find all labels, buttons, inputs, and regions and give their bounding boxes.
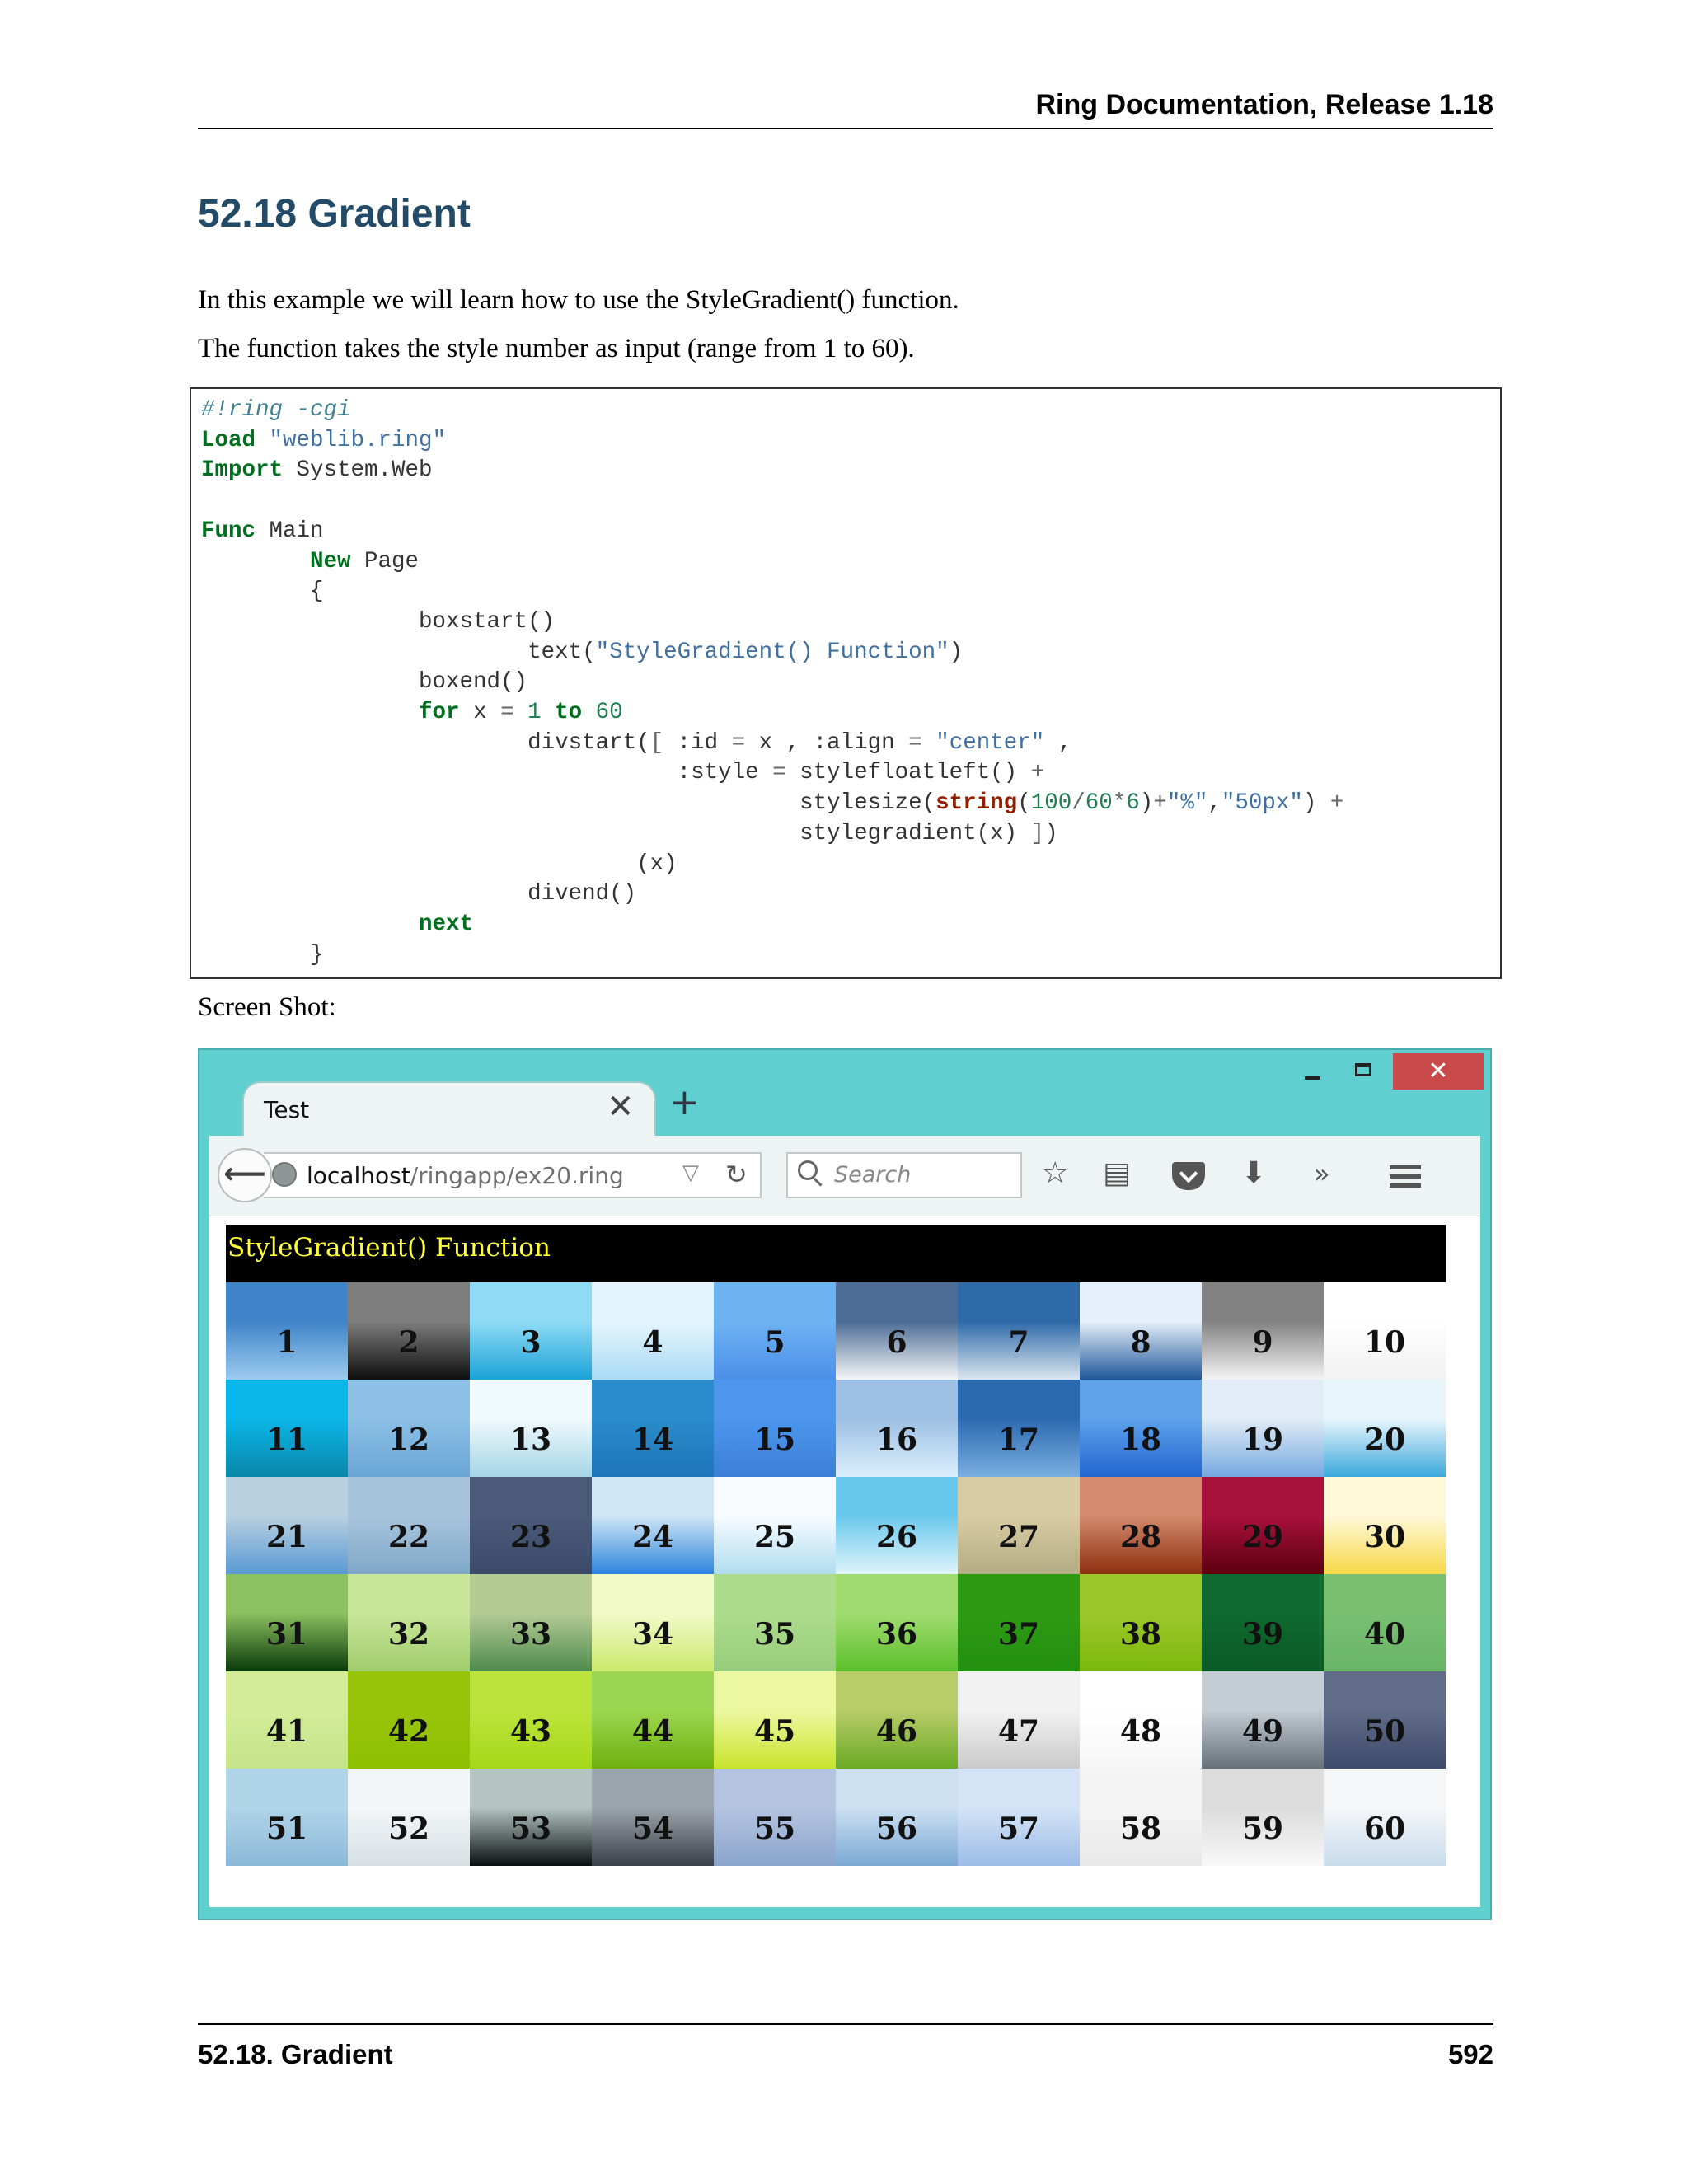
- code-block: [190, 387, 1502, 979]
- code-line: Import System.Web: [201, 457, 433, 484]
- code-line: boxend(): [201, 669, 528, 696]
- page-content: [209, 1216, 1480, 1907]
- browser-tab[interactable]: [242, 1081, 656, 1137]
- gradient-cell-45: 45: [714, 1671, 836, 1769]
- gradient-cell-21: 21: [226, 1477, 348, 1574]
- footer-section: 52.18. Gradient: [198, 2039, 393, 2069]
- screenshot-label: Screen Shot:: [198, 992, 336, 1022]
- reader-icon[interactable]: ▤: [1103, 1156, 1132, 1190]
- gradient-cell-5: 5: [714, 1282, 836, 1380]
- gradient-cell-53: 53: [470, 1769, 592, 1866]
- reload-icon[interactable]: ↻: [725, 1159, 748, 1190]
- gradient-cell-38: 38: [1080, 1574, 1202, 1671]
- back-button[interactable]: ⟵: [218, 1148, 272, 1202]
- gradient-cell-24: 24: [592, 1477, 714, 1574]
- gradient-cell-9: 9: [1202, 1282, 1324, 1380]
- gradient-cell-30: 30: [1324, 1477, 1446, 1574]
- gradient-cell-13: 13: [470, 1380, 592, 1477]
- code-line: for x = 1 to 60: [419, 700, 623, 726]
- gradient-cell-56: 56: [836, 1769, 958, 1866]
- menu-icon[interactable]: [1390, 1165, 1421, 1193]
- gradient-cell-46: 46: [836, 1671, 958, 1769]
- gradient-cell-37: 37: [958, 1574, 1080, 1671]
- gradient-cell-18: 18: [1080, 1380, 1202, 1477]
- url-bar[interactable]: [264, 1152, 762, 1198]
- gradient-cell-17: 17: [958, 1380, 1080, 1477]
- gradient-cell-51: 51: [226, 1769, 348, 1866]
- gradient-cell-25: 25: [714, 1477, 836, 1574]
- code-line: Func Main: [201, 518, 324, 544]
- gradient-cell-36: 36: [836, 1574, 958, 1671]
- navigation-toolbar: [209, 1136, 1480, 1216]
- browser-window: [198, 1048, 1492, 1920]
- code-line: divend(): [201, 881, 637, 907]
- dropdown-icon[interactable]: ▽: [682, 1160, 699, 1185]
- gradient-cell-4: 4: [592, 1282, 714, 1380]
- search-input[interactable]: [786, 1152, 1022, 1198]
- gradient-cell-12: 12: [348, 1380, 470, 1477]
- page-number: 592: [1447, 2039, 1493, 2069]
- gradient-cell-60: 60: [1324, 1769, 1446, 1866]
- gradient-cell-19: 19: [1202, 1380, 1324, 1477]
- code-line: :style = stylefloatleft() +: [201, 760, 1045, 786]
- gradient-cell-32: 32: [348, 1574, 470, 1671]
- gradient-cell-3: 3: [470, 1282, 592, 1380]
- tab-title: Test: [264, 1096, 310, 1123]
- gradient-cell-55: 55: [714, 1769, 836, 1866]
- code-line: New Page: [310, 548, 420, 574]
- search-placeholder: Search: [834, 1162, 912, 1188]
- gradient-cell-48: 48: [1080, 1671, 1202, 1769]
- gradient-cell-28: 28: [1080, 1477, 1202, 1574]
- gradient-grid: [226, 1282, 1446, 1866]
- gradient-cell-41: 41: [226, 1671, 348, 1769]
- gradient-cell-7: 7: [958, 1282, 1080, 1380]
- gradient-cell-2: 2: [348, 1282, 470, 1380]
- gradient-cell-29: 29: [1202, 1477, 1324, 1574]
- gradient-cell-10: 10: [1324, 1282, 1446, 1380]
- pocket-icon[interactable]: [1172, 1162, 1205, 1190]
- gradient-cell-6: 6: [836, 1282, 958, 1380]
- intro-paragraph-1: In this example we will learn how to use the StyleGradient() function.: [198, 285, 959, 315]
- globe-icon: [272, 1162, 297, 1187]
- tab-close-icon[interactable]: ✕: [607, 1088, 635, 1126]
- star-icon[interactable]: ☆: [1042, 1156, 1069, 1190]
- gradient-cell-40: 40: [1324, 1574, 1446, 1671]
- code-line: stylegradient(x) ]): [201, 820, 1058, 846]
- gradient-cell-16: 16: [836, 1380, 958, 1477]
- overflow-icon[interactable]: »: [1314, 1158, 1330, 1189]
- search-icon: [798, 1160, 818, 1180]
- gradient-cell-59: 59: [1202, 1769, 1324, 1866]
- gradient-cell-14: 14: [592, 1380, 714, 1477]
- gradient-cell-58: 58: [1080, 1769, 1202, 1866]
- code-line: boxstart(): [201, 608, 556, 635]
- gradient-cell-43: 43: [470, 1671, 592, 1769]
- header-rule: [198, 128, 1493, 129]
- gradient-cell-11: 11: [226, 1380, 348, 1477]
- gradient-cell-44: 44: [592, 1671, 714, 1769]
- gradient-cell-31: 31: [226, 1574, 348, 1671]
- gradient-cell-35: 35: [714, 1574, 836, 1671]
- gradient-cell-27: 27: [958, 1477, 1080, 1574]
- gradient-cell-49: 49: [1202, 1671, 1324, 1769]
- gradient-cell-47: 47: [958, 1671, 1080, 1769]
- code-line: Load "weblib.ring": [201, 427, 447, 453]
- gradient-cell-23: 23: [470, 1477, 592, 1574]
- maximize-icon[interactable]: [1343, 1053, 1385, 1090]
- gradient-cell-57: 57: [958, 1769, 1080, 1866]
- gradient-cell-1: 1: [226, 1282, 348, 1380]
- gradient-cell-54: 54: [592, 1769, 714, 1866]
- gradient-cell-34: 34: [592, 1574, 714, 1671]
- new-tab-button[interactable]: +: [669, 1081, 700, 1123]
- running-header: Ring Documentation, Release 1.18: [1035, 89, 1493, 120]
- gradient-cell-50: 50: [1324, 1671, 1446, 1769]
- url-host: localhost: [307, 1162, 410, 1189]
- code-line: (x): [201, 851, 678, 877]
- gradient-cell-8: 8: [1080, 1282, 1202, 1380]
- url-text: [307, 1162, 624, 1189]
- code-line: next: [419, 911, 474, 937]
- page-box-header: StyleGradient() Function: [226, 1225, 1446, 1282]
- gradient-cell-15: 15: [714, 1380, 836, 1477]
- download-icon[interactable]: ⬇: [1241, 1156, 1267, 1190]
- gradient-cell-33: 33: [470, 1574, 592, 1671]
- footer-rule: [198, 2023, 1493, 2025]
- code-line: }: [201, 941, 324, 968]
- gradient-cell-42: 42: [348, 1671, 470, 1769]
- gradient-cell-52: 52: [348, 1769, 470, 1866]
- minimize-icon[interactable]: [1292, 1053, 1333, 1090]
- code-line: divstart([ :id = x , :align = "center" ,: [201, 729, 1072, 756]
- url-path: /ringapp/ex20.ring: [410, 1162, 624, 1189]
- window-close-button[interactable]: ✕: [1393, 1053, 1484, 1090]
- gradient-cell-22: 22: [348, 1477, 470, 1574]
- code-line: stylesize(string(100/60*6)+"%","50px") +: [201, 790, 1344, 817]
- intro-paragraph-2: The function takes the style number as input (range from 1 to 60).: [198, 334, 915, 363]
- code-line: text("StyleGradient() Function"): [201, 639, 964, 665]
- gradient-cell-26: 26: [836, 1477, 958, 1574]
- code-line: {: [201, 579, 324, 605]
- gradient-cell-39: 39: [1202, 1574, 1324, 1671]
- code-line: #!ring -cgi: [201, 397, 351, 423]
- gradient-cell-20: 20: [1324, 1380, 1446, 1477]
- code-listing: [201, 396, 1343, 970]
- section-title: 52.18 Gradient: [198, 192, 471, 236]
